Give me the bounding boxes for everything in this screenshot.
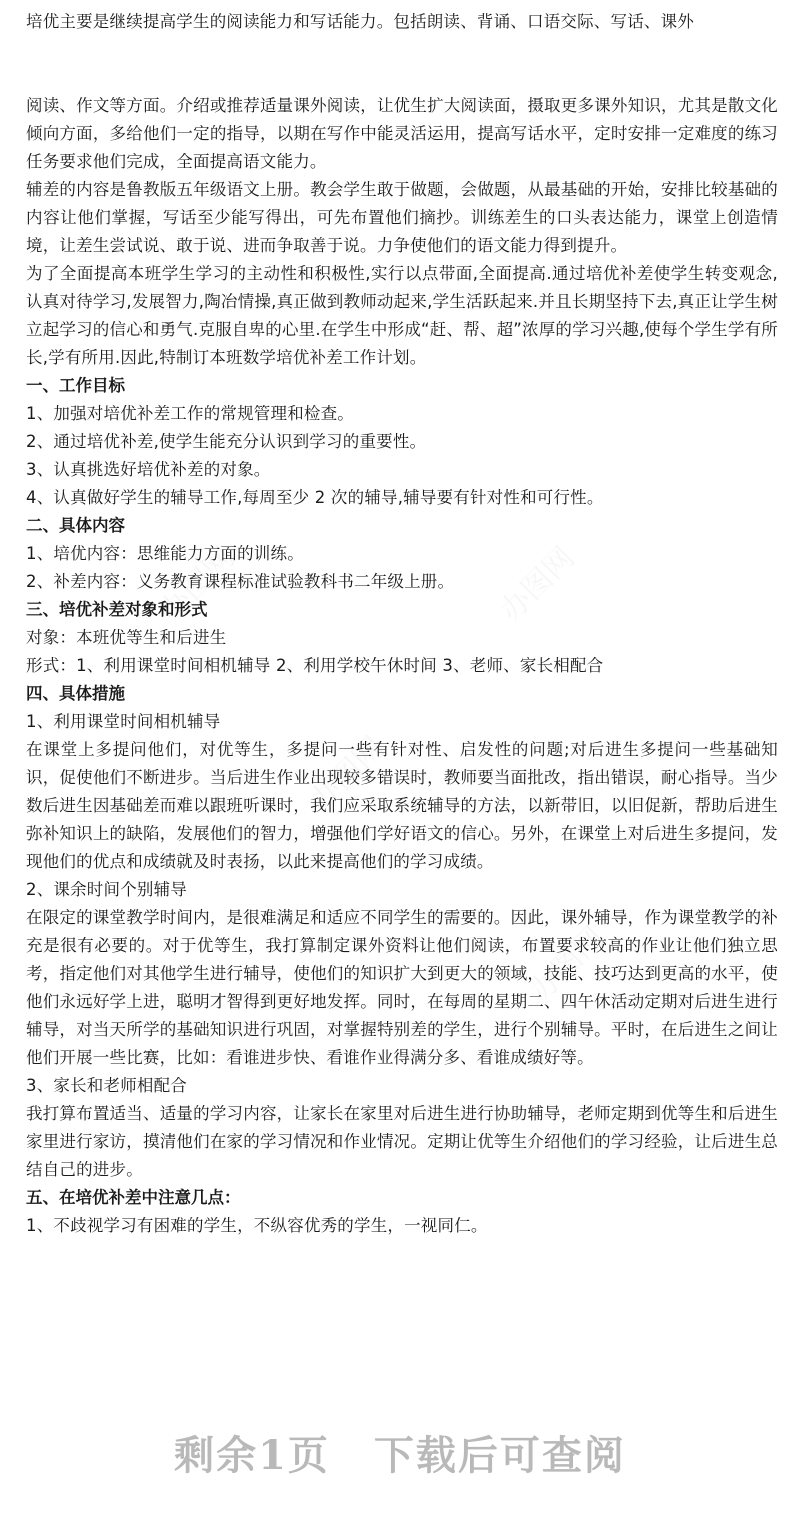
- section-4-paragraph: 在限定的课堂教学时间内，是很难满足和适应不同学生的需要的。因此，课外辅导，作为课堂教学的补充是很有必要的。对于优等生，我打算制定课外资料让他们阅读，布置要求较高的作业让他们独立思考，指定他们对其他学生进行辅导，使他们的知识扩大到更大的领域，技能、技巧达到更高的水平，使他们永远好学上进，聪明才智得到更好地发挥。同时，在每周的星期二、四午休活动定期对后进生进行辅导，对当天所学的基础知识进行巩固，对掌握特别差的学生，进行个别辅导。平时，在后进生之间让他们开展一些比赛，比如：看谁进步快、看谁作业得满分多、看谁成绩好等。: [26, 908, 778, 1067]
- remedial-paragraph: 辅差的内容是鲁教版五年级语文上册。教会学生敢于做题，会做题，从最基础的开始，安排比较基础的内容让他们掌握，写话至少能写得出，可先布置他们摘抄。训练差生的口头表达能力，课堂上创造情境，让差生尝试说、敢于说、进而争取善于说。力争使他们的语文能力得到提升。: [26, 180, 778, 255]
- purpose-paragraph: 为了全面提高本班学生学习的主动性和积极性,实行以点带面,全面提高.通过培优补差使学生转变观念,认真对待学习,发展智力,陶冶情操,真正做到教师动起来,学生活跃起来.并且长期坚持下去,真正让学生树立起学习的信心和勇气.克服自卑的心里.在学生中形成“赶、帮、超”浓厚的学习兴趣,使每个学生学有所长,学有所用.因此,特制订本班数学培优补差工作计划。: [26, 264, 778, 367]
- section-1-item: 2、通过培优补差,使学生能充分认识到学习的重要性。: [26, 432, 427, 451]
- section-2-title: 二、具体内容: [26, 516, 125, 535]
- section-3-item: 对象：本班优等生和后进生: [26, 628, 227, 647]
- section-4-paragraph: 我打算布置适当、适量的学习内容，让家长在家里对后进生进行协助辅导，老师定期到优等生和后进生家里进行家访，摸清他们在家的学习情况和作业情况。定期让优等生介绍他们的学习经验，让后进生总结自己的进步。: [26, 1104, 778, 1179]
- document-page: [26, 0, 778, 1240]
- page-gap: [26, 36, 778, 92]
- section-2-item: 2、补差内容：义务教育课程标准试验教科书二年级上册。: [26, 572, 455, 591]
- section-3-title: 三、培优补差对象和形式: [26, 600, 208, 619]
- section-4-subheading: 1、利用课堂时间相机辅导: [26, 712, 221, 731]
- download-to-view-text: 下载后可查阅: [373, 1432, 626, 1479]
- section-5-title: 五、在培优补差中注意几点：: [26, 1188, 241, 1207]
- section-1-item: 1、加强对培优补差工作的常规管理和检查。: [26, 404, 354, 423]
- section-2-item: 1、培优内容：思维能力方面的训练。: [26, 544, 304, 563]
- section-1-title: 一、工作目标: [26, 376, 125, 395]
- section-4-paragraph: 在课堂上多提问他们，对优等生，多提问一些有针对性、启发性的问题;对后进生多提问一些基础知识，促使他们不断进步。当后进生作业出现较多错误时，教师要当面批改，指出错误，耐心指导。当少数后进生因基础差而难以跟班听课时，我们应采取系统辅导的方法，以新带旧，以旧促新，帮助后进生弥补知识上的缺陷，发展他们的智力，增强他们学好语文的信心。另外，在课堂上对后进生多提问，发现他们的优点和成绩就及时表扬，以此来提高他们的学习成绩。: [26, 740, 778, 871]
- section-4-subheading: 3、家长和老师相配合: [26, 1076, 187, 1095]
- section-5-item: 1、不歧视学习有困难的学生，不纵容优秀的学生，一视同仁。: [26, 1216, 488, 1235]
- remaining-pages-text: 剩余1页: [174, 1432, 330, 1479]
- section-1-item: 4、认真做好学生的辅导工作,每周至少 2 次的辅导,辅导要有针对性和可行性。: [26, 488, 604, 507]
- download-prompt-banner[interactable]: [0, 1424, 800, 1481]
- section-3-item: 形式：1、利用课堂时间相机辅导 2、利用学校午休时间 3、老师、家长相配合: [26, 656, 604, 675]
- section-1-item: 3、认真挑选好培优补差的对象。: [26, 460, 271, 479]
- intro-paragraph-line1: 培优主要是继续提高学生的阅读能力和写话能力。包括朗读、背诵、口语交际、写话、课外: [26, 12, 694, 31]
- intro-paragraph-continued: 阅读、作文等方面。介绍或推荐适量课外阅读，让优生扩大阅读面，摄取更多课外知识，尤其是散文化倾向方面，多给他们一定的指导，以期在写作中能灵活运用，提高写话水平，定时安排一定难度的练习任务要求他们完成，全面提高语文能力。: [26, 96, 778, 171]
- section-4-title: 四、具体措施: [26, 684, 125, 703]
- section-4-subheading: 2、课余时间个别辅导: [26, 880, 187, 899]
